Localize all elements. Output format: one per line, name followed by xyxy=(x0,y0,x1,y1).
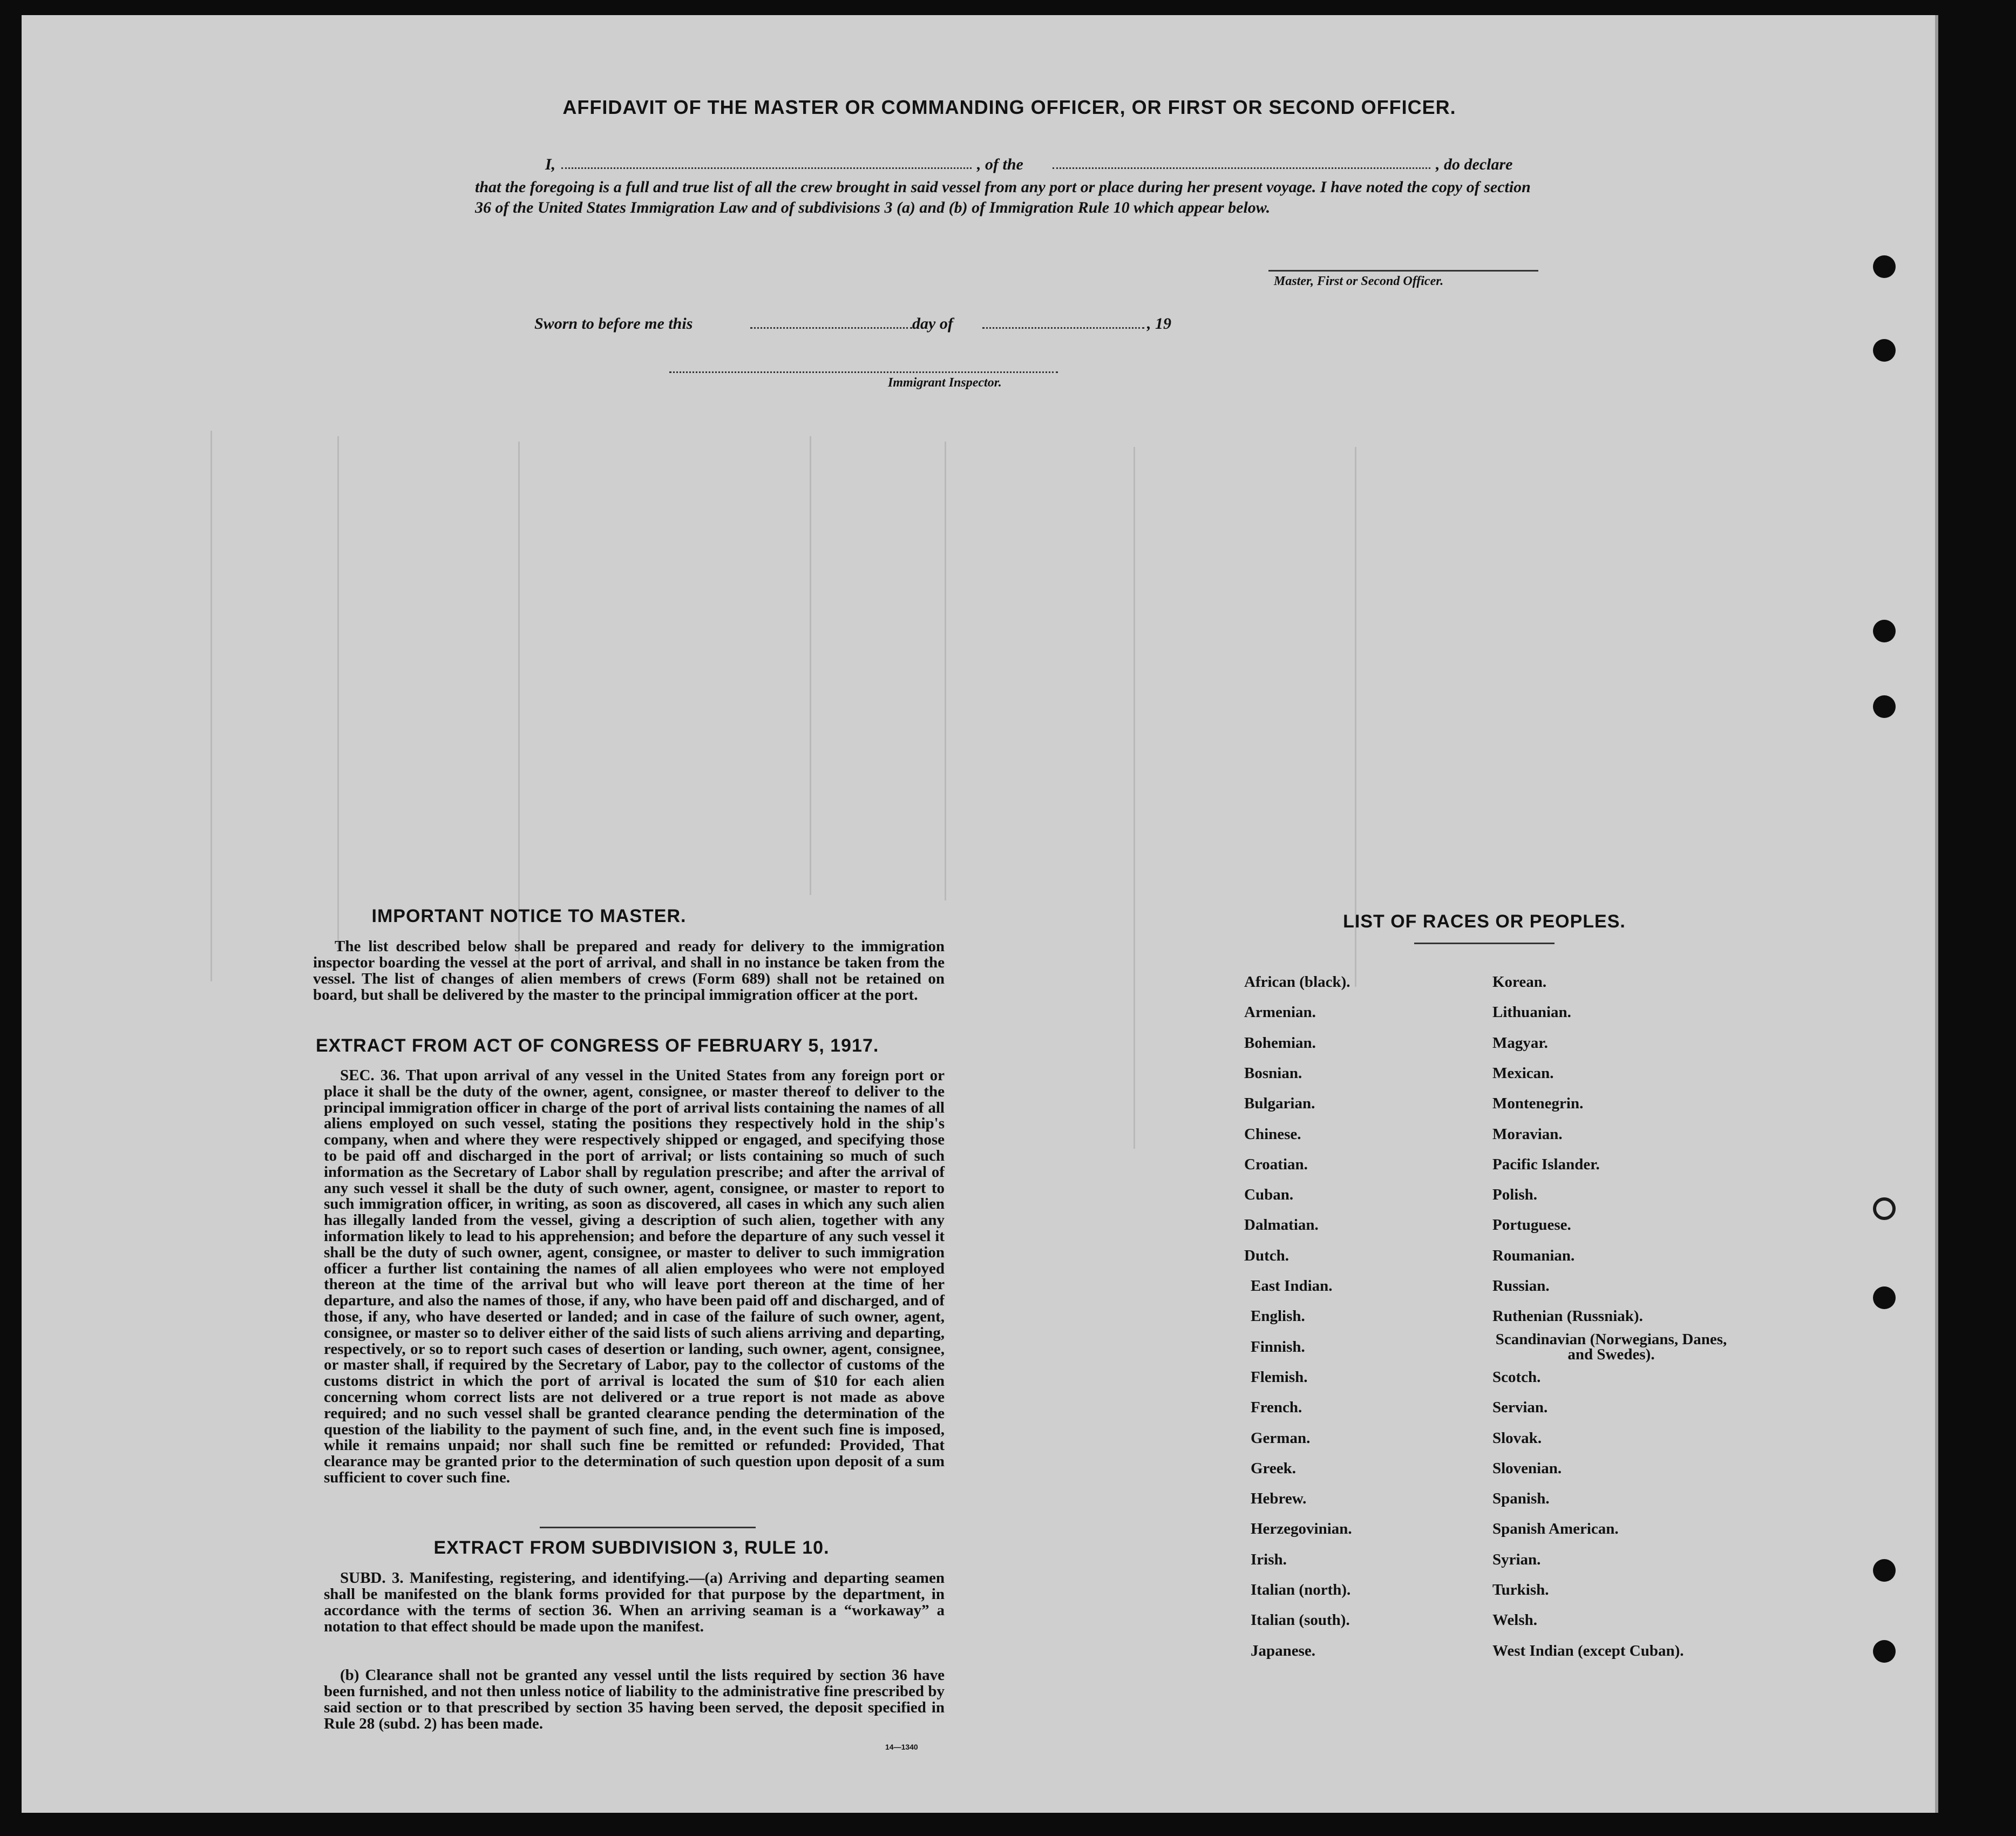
ghost-column-line xyxy=(810,436,811,895)
ghost-column-line xyxy=(337,436,339,949)
race-item: Chinese. xyxy=(1244,1126,1301,1143)
race-item: Scandinavian (Norwegians, Danes, and Swedes). xyxy=(1495,1331,1727,1363)
race-item: West Indian (except Cuban). xyxy=(1492,1642,1684,1659)
race-item: English. xyxy=(1251,1307,1305,1325)
race-item: Servian. xyxy=(1492,1399,1548,1416)
race-item: Korean. xyxy=(1492,973,1547,991)
punch-hole xyxy=(1873,1197,1896,1220)
race-item: Polish. xyxy=(1492,1186,1537,1203)
race-item: Pacific Islander. xyxy=(1492,1156,1600,1173)
year-label: , 19 xyxy=(1147,315,1171,333)
affidavit-title: AFFIDAVIT OF THE MASTER OR COMMANDING OFFICER, OR FIRST OR SECOND OFFICER. xyxy=(562,96,1456,118)
punch-hole xyxy=(1873,1559,1896,1582)
race-item: East Indian. xyxy=(1251,1277,1333,1295)
race-item: Flemish. xyxy=(1251,1368,1308,1386)
affidavit-statement: that the foregoing is a full and true list of all the crew brought in said vessel from any port or place during her present voyage. I have noted the copy of section 36 of the United States Immigration Law and of subdivisions 3 (a) and (b) of Immigration Rule 10 which appear below. xyxy=(475,178,1531,216)
race-item: Italian (north). xyxy=(1251,1581,1351,1598)
ghost-column-line xyxy=(211,431,212,981)
race-item: Dutch. xyxy=(1244,1247,1289,1264)
race-item: Spanish American. xyxy=(1492,1520,1619,1537)
race-item: Mexican. xyxy=(1492,1065,1554,1082)
form-number: 14—1340 xyxy=(885,1743,918,1751)
ghost-column-line xyxy=(1355,447,1356,987)
race-item: Herzegovinian. xyxy=(1251,1520,1352,1537)
act-extract-title: EXTRACT FROM ACT OF CONGRESS OF FEBRUARY 5, 1917. xyxy=(316,1035,879,1056)
punch-hole xyxy=(1873,620,1896,642)
inspector-caption: Immigrant Inspector. xyxy=(888,376,1002,390)
race-item: Syrian. xyxy=(1492,1551,1541,1568)
notice-body: The list described below shall be prepared and ready for delivery to the immigration inspector boarding the vessel at the port of arrival, and shall in no instance be taken from the vessel. The list of changes of alien members of crews (Form 689) shall not be retained on board, but shall be delivered by the master to the principal immigration officer at the port. xyxy=(313,938,945,1004)
race-item: Croatian. xyxy=(1244,1156,1308,1173)
punch-hole xyxy=(1873,1286,1896,1309)
race-item: African (black). xyxy=(1244,973,1350,991)
race-item: Welsh. xyxy=(1492,1611,1537,1629)
race-item: Spanish. xyxy=(1492,1490,1550,1507)
race-item: Armenian. xyxy=(1244,1004,1316,1021)
race-item: Turkish. xyxy=(1492,1581,1549,1598)
race-item: Irish. xyxy=(1251,1551,1287,1568)
signature-line xyxy=(1268,270,1538,272)
race-item: Montenegrin. xyxy=(1492,1095,1584,1112)
race-item: Greek. xyxy=(1251,1460,1297,1477)
vessel-blank-line xyxy=(1053,167,1430,169)
race-item: Bosnian. xyxy=(1244,1065,1302,1082)
races-title-rule xyxy=(1414,943,1555,944)
race-item: Slovak. xyxy=(1492,1429,1542,1447)
race-item: Japanese. xyxy=(1251,1642,1316,1659)
notice-title: IMPORTANT NOTICE TO MASTER. xyxy=(371,906,687,926)
race-item: French. xyxy=(1251,1399,1302,1416)
race-item: Portuguese. xyxy=(1492,1216,1571,1234)
races-title: LIST OF RACES OR PEOPLES. xyxy=(1343,911,1626,932)
month-line xyxy=(982,327,1144,329)
race-item: Roumanian. xyxy=(1492,1247,1575,1264)
subdivision-para-b: (b) Clearance shall not be granted any vessel until the lists required by section 36 have been furnished, and not then unless notice of liability to the administrative fine prescribed by said section or to that prescribed by section 35 having been served, the deposit specified in Rule 28 (subd. 2) has been made. xyxy=(324,1666,945,1732)
race-item: Magyar. xyxy=(1492,1034,1548,1052)
sworn-date-line xyxy=(750,327,912,329)
act-extract-body: SEC. 36. That upon arrival of any vessel in the United States from any foreign port or place it shall be the duty of the owner, agent, consignee, or master thereof to deliver to the principal immigration officer in charge of the port of arrival lists containing the names of all aliens employed on such vessel, stating the positions they respectively hold in the ship's company, when and where they were respectively shipped or engaged, and specifying those to be paid off and discharged in the port of arrival; or lists containing so much of such information as the Secretary of Labor shall by regulation prescribe; and after the arrival of any such vessel it shall be the duty of such owner, agent, consignee, or master to report to such immigration officer, in writing, as soon as discovered, all cases in which any such alien has illegally landed from the vessel, giving a description of such alien, together with any information likely to lead to his apprehension; and before the departure of any such vessel it shall be the duty of such owner, agent, consignee, or master to deliver to such immigration officer a further list containing the names of all alien employees who were not employed thereon at the time of the arrival but who will leave port thereon at the time of her departure, and also the names of those, if any, who have been paid off and discharged, and of those, if any, who have deserted or landed; and in case of the failure of such owner, agent, consignee, or master so to deliver either of the said lists of such aliens arriving and departing, respectively, or so to report such cases of desertion or landing, such owner, agent, consignee, or master shall, if required by the Secretary of Labor, pay to the collector of customs of the customs district in which the port of arrival is located the sum of $10 for each alien concerning whom correct lists are not delivered or a true report is not made as above required; and no such vessel shall be granted clearance pending the determination of the question of the liability to the payment of such fine, and, in the event such fine is imposed, while it remains unpaid; nor shall such fine be remitted or refunded: Provided, That clearance may be granted prior to the determination of such question upon deposit of a sum sufficient to cover such fine. xyxy=(324,1067,945,1486)
day-of-label: day of xyxy=(912,315,953,333)
race-item: German. xyxy=(1251,1429,1311,1447)
race-item: Finnish. xyxy=(1251,1338,1305,1356)
punch-hole xyxy=(1873,1640,1896,1663)
race-item: Lithuanian. xyxy=(1492,1004,1571,1021)
punch-hole xyxy=(1873,695,1896,718)
affidavit-of-the: , of the xyxy=(977,155,1023,173)
affidavit-i: I, xyxy=(545,155,556,173)
race-item: Dalmatian. xyxy=(1244,1216,1319,1234)
race-item: Ruthenian (Russniak). xyxy=(1492,1307,1643,1325)
ghost-column-line xyxy=(1133,447,1135,1149)
race-item: Russian. xyxy=(1492,1277,1550,1295)
sworn-label: Sworn to before me this xyxy=(534,315,693,333)
race-item: Italian (south). xyxy=(1251,1611,1350,1629)
signature-caption: Master, First or Second Officer. xyxy=(1274,274,1444,288)
subdivision-title: EXTRACT FROM SUBDIVISION 3, RULE 10. xyxy=(433,1537,830,1558)
section-divider xyxy=(540,1527,756,1528)
race-item: Slovenian. xyxy=(1492,1460,1562,1477)
inspector-signature-line xyxy=(669,371,1058,373)
race-item: Hebrew. xyxy=(1251,1490,1307,1507)
race-item: Bohemian. xyxy=(1244,1034,1316,1052)
ghost-column-line xyxy=(945,442,946,900)
ghost-column-line xyxy=(518,442,520,960)
punch-hole xyxy=(1873,339,1896,362)
name-blank-line xyxy=(561,167,972,169)
race-item: Cuban. xyxy=(1244,1186,1294,1203)
subdivision-para-a: SUBD. 3. Manifesting, registering, and identifying.—(a) Arriving and departing seamen shall be manifested on the blank forms provided for that purpose by the department, in accordance with the terms of section 36. When an arriving seaman is a “workaway” a notation to that effect should be made upon the manifest. xyxy=(324,1569,945,1635)
race-item: Scotch. xyxy=(1492,1368,1541,1386)
race-item: Bulgarian. xyxy=(1244,1095,1315,1112)
affidavit-do-declare: , do declare xyxy=(1436,155,1513,173)
manifest-sheet xyxy=(22,15,1938,1813)
punch-hole xyxy=(1873,255,1896,278)
race-item: Moravian. xyxy=(1492,1126,1563,1143)
